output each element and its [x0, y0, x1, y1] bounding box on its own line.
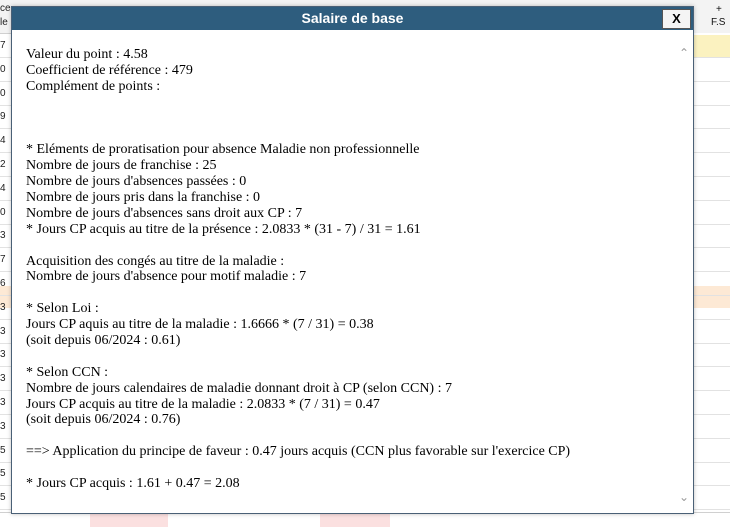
row-number: 9	[0, 111, 6, 123]
row-number: 0	[0, 63, 6, 75]
row-number: 3	[0, 349, 6, 361]
header-fragment: ce	[0, 3, 11, 14]
row-number: 5	[0, 444, 6, 456]
row-number: 5	[0, 492, 6, 504]
highlighted-cell	[320, 513, 390, 527]
chevron-up-icon[interactable]: ⌃	[678, 46, 690, 60]
row-number: 3	[0, 420, 6, 432]
dialog-titlebar	[12, 7, 693, 30]
dialog-title: Salaire de base	[301, 10, 404, 26]
row-number: 0	[0, 206, 6, 218]
dialog-text-line	[26, 428, 666, 444]
spreadsheet-column	[693, 33, 730, 527]
row-number: 6	[0, 278, 6, 289]
dialog-text-line	[26, 238, 666, 254]
dialog-text-line: Nombre de jours d'absences passées : 0	[26, 174, 247, 190]
header-fragment: +	[716, 4, 722, 15]
dialog-text-line: ==> Application du principe de faveur : 0.47 jours acquis (CCN plus favorable sur l'exercice CP)	[26, 444, 571, 460]
dialog-content	[26, 47, 666, 492]
dialog-text-line	[26, 95, 666, 111]
dialog-text-line: (soit depuis 06/2024 : 0.61)	[26, 333, 181, 349]
row-number: 4	[0, 135, 6, 147]
row-number: 7	[0, 254, 6, 266]
close-button[interactable]: X	[662, 9, 691, 29]
dialog-text-line: Coefficient de référence : 479	[26, 62, 193, 78]
dialog-text-line: Complément de points :	[26, 78, 161, 94]
dialog-text-line: * Jours CP acquis : 1.61 + 0.47 = 2.08	[26, 476, 240, 492]
row-number: 3	[0, 301, 6, 313]
dialog-text-line	[26, 460, 666, 476]
dialog-text-line: Acquisition des congés au titre de la maladie :	[26, 253, 285, 269]
dialog-text-line: * Selon Loi :	[26, 301, 99, 317]
dialog-text-line: Nombre de jours d'absence pour motif maladie : 7	[26, 269, 307, 285]
dialog-text-line: * Selon CCN :	[26, 364, 109, 380]
dialog-text-line: Nombre de jours pris dans la franchise : 0	[26, 190, 261, 206]
highlighted-cell	[693, 35, 730, 57]
highlighted-cell	[90, 513, 168, 527]
dialog-text-line: Nombre de jours de franchise : 25	[26, 158, 217, 174]
row-number: 3	[0, 397, 6, 408]
row-number: 2	[0, 159, 6, 170]
row-number: 3	[0, 325, 6, 337]
row-number: 5	[0, 468, 6, 480]
dialog-text-line: Jours CP aquis au titre de la maladie : 1.6666 * (7 / 31) = 0.38	[26, 317, 374, 333]
dialog-text-line: * Eléments de proratisation pour absence Maladie non professionnelle	[26, 142, 420, 158]
row-number: 0	[0, 87, 6, 99]
dialog-text-line	[26, 126, 666, 142]
dialog-text-line: Nombre de jours calendaires de maladie donnant droit à CP (selon CCN) : 7	[26, 380, 452, 396]
dialog-text-line: Nombre de jours d'absences sans droit aux CP : 7	[26, 205, 303, 221]
header-fragment: F.S	[711, 17, 726, 28]
chevron-down-icon[interactable]: ⌄	[678, 490, 690, 504]
dialog-text-line: * Jours CP acquis au titre de la présence : 2.0833 * (31 - 7) / 31 = 1.61	[26, 221, 421, 237]
dialog-text-line	[26, 111, 666, 127]
salary-detail-dialog	[11, 6, 694, 514]
vertical-scrollbar[interactable]	[676, 39, 692, 511]
row-number: 3	[0, 230, 6, 242]
header-fragment: le	[0, 17, 8, 28]
row-number: 3	[0, 373, 6, 385]
dialog-text-line: Valeur du point : 4.58	[26, 47, 148, 62]
dialog-text-line: (soit depuis 06/2024 : 0.76)	[26, 412, 181, 428]
row-number: 7	[0, 40, 6, 51]
dialog-text-line	[26, 349, 666, 365]
row-number: 4	[0, 182, 6, 194]
dialog-text-line	[26, 285, 666, 301]
dialog-text-line: Jours CP acquis au titre de la maladie : 2.0833 * (7 / 31) = 0.47	[26, 396, 380, 412]
